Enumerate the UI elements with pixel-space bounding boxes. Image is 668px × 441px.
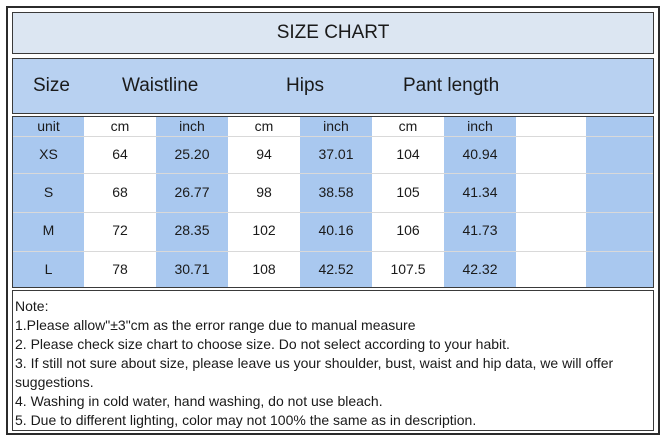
title-text: SIZE CHART	[276, 22, 390, 43]
table-cell: 64	[112, 146, 128, 162]
header-hips: Hips	[286, 75, 325, 96]
row-divider	[13, 173, 653, 174]
table-cell: 42.52	[318, 261, 354, 277]
table-cell: 40.94	[462, 146, 498, 162]
header-pant-length: Pant length	[403, 75, 500, 96]
notes-section	[12, 290, 654, 431]
col-right-blue-bg	[586, 117, 653, 287]
row-divider	[13, 251, 653, 252]
size-chart-frame	[6, 6, 660, 435]
table-cell: 28.35	[174, 222, 210, 238]
table-cell: 42.32	[462, 261, 498, 277]
table-cell: 41.73	[462, 222, 498, 238]
size-chart-title	[12, 12, 654, 54]
table-cell: 94	[256, 146, 272, 162]
table-cell: 40.16	[318, 222, 354, 238]
table-cell: 106	[396, 222, 420, 238]
table-cell: 38.58	[318, 184, 354, 200]
unit-hips-cm: cm	[254, 118, 274, 134]
size-table	[12, 116, 654, 288]
note-line: 5. Due to different lighting, color may not 100% the same as in description.	[15, 412, 477, 428]
header-size: Size	[33, 75, 70, 96]
size-label: M	[42, 222, 55, 238]
table-cell: 107.5	[390, 261, 426, 277]
unit-hips-inch: inch	[323, 118, 349, 134]
header-row	[12, 58, 654, 114]
notes-heading: Note:	[15, 298, 49, 314]
table-cell: 98	[256, 184, 272, 200]
row-divider	[13, 212, 653, 213]
table-cell: 30.71	[174, 261, 210, 277]
table-cell: 41.34	[462, 184, 498, 200]
unit-pant-inch: inch	[467, 118, 493, 134]
col-empty-bg	[516, 117, 586, 287]
table-cell: 26.77	[174, 184, 210, 200]
row-divider	[13, 136, 653, 137]
table-cell: 72	[112, 222, 128, 238]
note-line: 4. Washing in cold water, hand washing, do not use bleach.	[15, 393, 383, 409]
table-cell: 108	[252, 261, 276, 277]
table-cell: 68	[112, 184, 128, 200]
table-cell: 37.01	[318, 146, 354, 162]
table-cell: 25.20	[174, 146, 210, 162]
size-label: S	[43, 184, 54, 200]
table-cell: 104	[396, 146, 420, 162]
note-line: suggestions.	[15, 374, 94, 390]
unit-waist-cm: cm	[110, 118, 130, 134]
size-label: XS	[39, 146, 58, 162]
unit-pant-cm: cm	[398, 118, 418, 134]
header-waistline: Waistline	[122, 75, 199, 96]
table-cell: 102	[252, 222, 276, 238]
table-cell: 78	[112, 261, 128, 277]
size-label: L	[44, 261, 53, 277]
note-line: 2. Please check size chart to choose size. Do not select according to your habit.	[15, 336, 510, 352]
table-cell: 105	[396, 184, 420, 200]
unit-waist-inch: inch	[179, 118, 205, 134]
note-line: 3. If still not sure about size, please leave us your shoulder, bust, waist and hip data, we will offer	[15, 355, 614, 371]
note-line: 1.Please allow"±3"cm as the error range due to manual measure	[15, 317, 416, 333]
unit-label: unit	[37, 118, 60, 134]
